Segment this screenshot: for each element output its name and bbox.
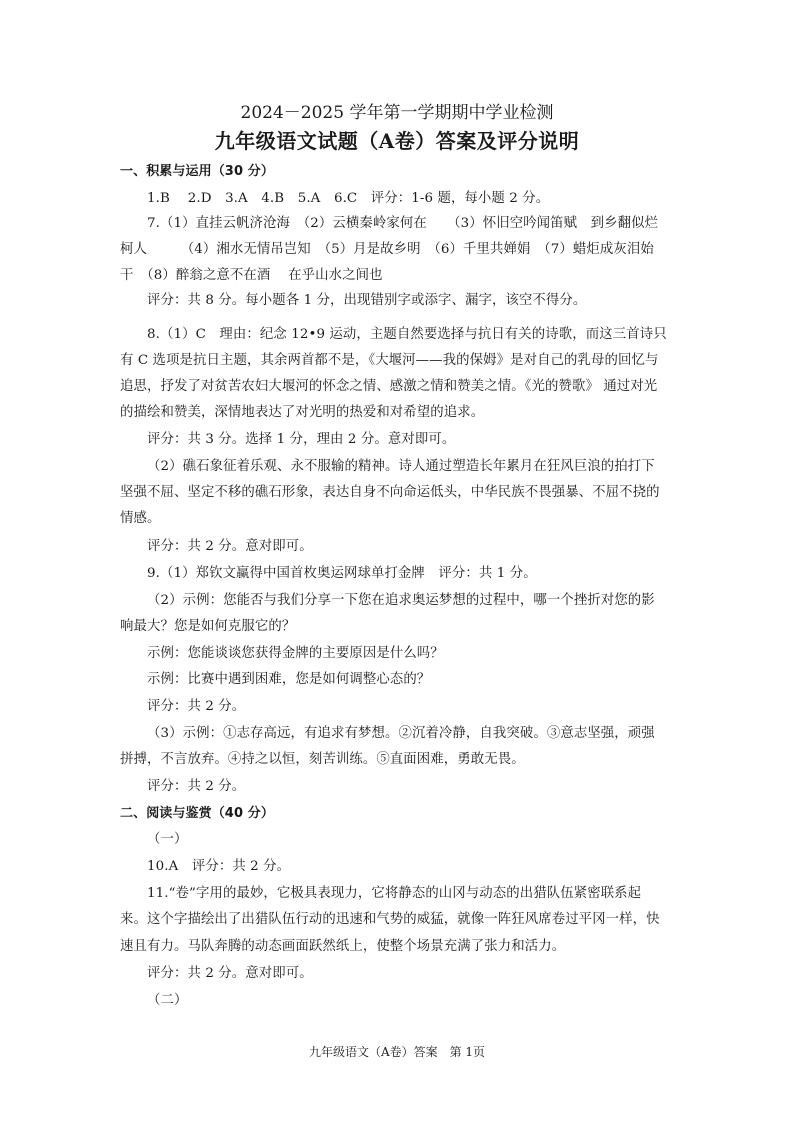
scoring-note: 评分：共 8 分。每小题各 1 分，出现错别字或添字、漏字，该空不得分。	[147, 293, 587, 308]
answer-line: 拼搏，不言放弃。④持之以恒，刻苦训练。⑤直面困难，勇敢无畏。	[120, 752, 525, 767]
scoring-note: 评分：共 2 分。	[147, 699, 246, 714]
answer-line: 示例：比赛中遇到困难，您是如何调整心态的？	[147, 672, 431, 687]
answer-line: 的描绘和赞美，深情地表达了对光明的热爱和对希望的追求。	[120, 405, 485, 420]
answer-line: 追思，抒发了对贫苦农妇大堰河的怀念之情、感激之情和赞美之情。《光的赞歌》 通过对光	[120, 379, 658, 394]
answer-line: 示例：您能谈谈您获得金牌的主要原因是什么吗？	[147, 646, 444, 661]
scoring-note: 评分：共 2 分。意对即可。	[147, 966, 313, 981]
answer-line: 1.B 2.D 3.A 4.B 5.A 6.C 评分：1-6 题，每小题 2 分。	[147, 191, 550, 206]
answer-line: 响最大？您是如何克服它的？	[120, 619, 296, 634]
answer-line: 11.“卷”字用的最妙，它极具表现力，它将静态的山冈与动态的出猎队伍紧密联系起	[147, 886, 642, 901]
answer-line: 有 C 选项是抗日主题，其余两首都不是，《大堰河——我的保姆》是对自己的乳母的回忆与	[120, 353, 659, 368]
answer-line: 9.（1）郑钦文赢得中国首枚奥运网球单打金牌 评分：共 1 分。	[147, 566, 537, 581]
answer-line: 干 （8）醉翁之意不在酒 在乎山水之间也	[120, 268, 383, 283]
answer-line: 来。这个字描绘出了出猎队伍行动的迅速和气势的威猛，就像一阵狂风席卷过平冈一样，快	[120, 912, 660, 927]
answer-line: 8.（1）C 理由：纪念 12•9 运动，主题自然要选择与抗日有关的诗歌，而这三首诗只	[147, 327, 667, 342]
exam-title: 2024－2025 学年第一学期期中学业检测	[240, 103, 554, 123]
answer-line: （2）礁石象征着乐观、永不服输的精神。诗人通过塑造长年累月在狂风巨浪的拍打下	[147, 459, 655, 474]
answer-line: 7.（1）直挂云帆济沧海 （2）云横秦岭家何在 （3）怀旧空吟闻笛赋 到乡翻似烂	[147, 216, 659, 231]
section-heading: 一、积累与运用（30 分）	[120, 164, 274, 179]
answer-line: （3）示例：①志存高远，有追求有梦想。②沉着冷静，自我突破。③意志坚强，顽强	[147, 726, 655, 741]
section-heading: 二、阅读与鉴赏（40 分）	[120, 806, 274, 821]
answer-line: 柯人 （4）湘水无情吊岂知 （5）月是故乡明 （6）千里共婵娟 （7）蜡炬成灰泪始	[120, 242, 654, 257]
answer-line: （2）示例：您能否与我们分享一下您在追求奥运梦想的过程中，哪一个挫折对您的影	[147, 593, 655, 608]
scoring-note: 评分：共 2 分。意对即可。	[147, 539, 313, 554]
page-footer: 九年级语文（A卷）答案 第 1页	[308, 1045, 486, 1059]
answer-line: 坚强不屈、坚定不移的礁石形象，表达自身不向命运低头，中华民族不畏强暴、不屈不挠的	[120, 485, 660, 500]
scoring-note: 评分：共 2 分。	[147, 779, 246, 794]
answer-key-title: 九年级语文试题（A卷）答案及评分说明	[214, 129, 580, 153]
answer-line: 速且有力。马队奔腾的动态画面跃然纸上，使整个场景充满了张力和活力。	[120, 939, 566, 954]
subsection-label: （一）	[147, 832, 188, 847]
answer-line: 10.A 评分：共 2 分。	[147, 859, 291, 874]
answer-line: 情感。	[120, 511, 161, 526]
scoring-note: 评分：共 3 分。选择 1 分，理由 2 分。意对即可。	[147, 432, 456, 447]
subsection-label: （二）	[147, 993, 188, 1008]
